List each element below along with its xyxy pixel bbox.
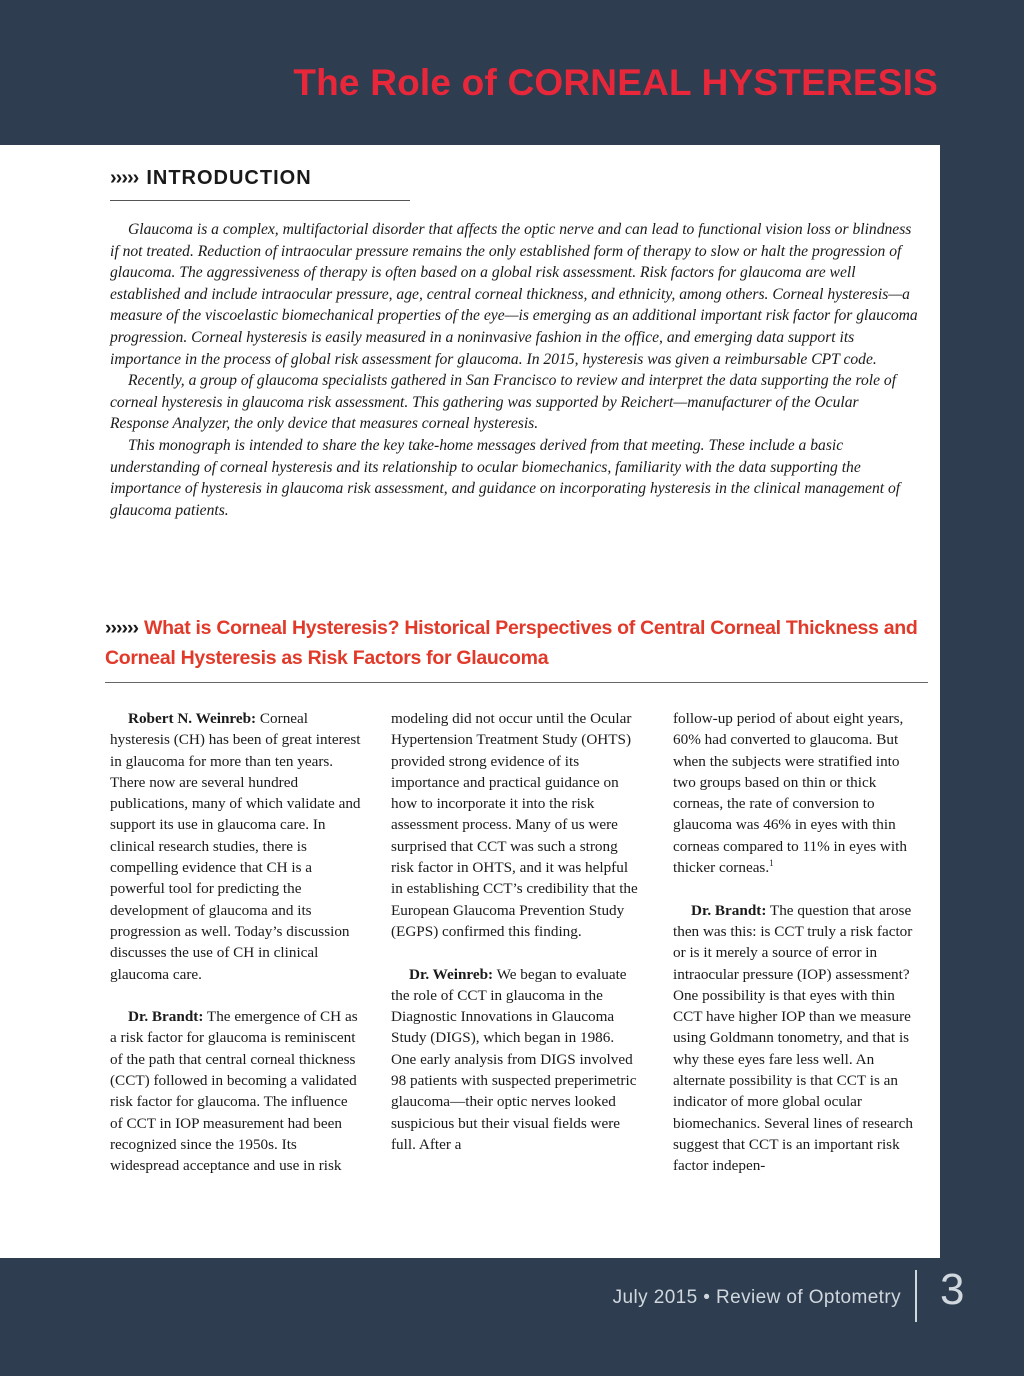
intro-paragraph: Glaucoma is a complex, multifactorial disorder that affects the optic nerve and can lead to functional vision loss or blindness if not treated. Reduction of intraocular pressure remains the only established form of therapy to slow or halt the progression of glaucoma. The aggressiveness of therapy is often based on a global risk assessment. Risk factors for glaucoma are well established and include intraocular pressure, age, central corneal thickness, and ethnicity, among others. Corneal hysteresis—a measure of the viscoelastic biomechanical properties of the eye—is emerging as an additional important risk factor for glaucoma progression. Corneal hysteresis is easily measured in a noninvasive fashion in the office, and emerging data support its importance in the process of global risk assessment for glaucoma. In 2015, hysteresis was given a reimbursable CPT code. <box>110 221 918 368</box>
intro-paragraph: This monograph is intended to share the key take-home messages derived from that meeting. These include a basic understanding of corneal hysteresis and its relationship to ocular biomechanics, familiarity with the data supporting the importance of hysteresis in glaucoma risk assessment, and guidance on incorporating hysteresis in the clinical management of glaucoma patients. <box>110 436 901 519</box>
chevron-icon: ›››››› <box>105 617 138 639</box>
speaker-name: Dr. Weinreb: <box>409 965 494 983</box>
paragraph-text: The question that arose then was this: is CCT truly a risk factor or is it merely a source of error in intraocular pressure (IOP) assessment? One possibility is that eyes with thin CCT have higher IOP than we measure using Goldmann tonometry, and that is why these eyes fare less well. An alternate possibility is that CCT is an indicator of more global ocular biomechanics. Several lines of research suggest that CCT is an important risk factor indepen- <box>673 901 913 1175</box>
section-divider <box>105 682 928 683</box>
footer-divider <box>915 1270 917 1322</box>
column-paragraph <box>673 900 925 1177</box>
intro-paragraph: Recently, a group of glaucoma specialists gathered in San Francisco to review and interpret the data supporting the role of corneal hysteresis in glaucoma risk assessment. This gathering was supported by Reichert—manufacturer of the Ocular Response Analyzer, the only device that measures corneal hysteresis. <box>110 372 897 433</box>
page-title: The Role of CORNEAL HYSTERESIS <box>293 62 938 103</box>
column-paragraph <box>110 1006 362 1176</box>
article-page <box>0 145 940 1258</box>
page-number: 3 <box>940 1265 965 1314</box>
speaker-name: Robert N. Weinreb: <box>128 710 257 727</box>
paragraph-text: We began to evaluate the role of CCT in glaucoma in the Diagnostic Innovations in Glaucoma Study (DIGS), which began in 1986. One early analysis from DIGS involved 98 patients with suspected preperimetric glaucoma—their optic nerves looked suspicious but their visual fields were full. After a <box>391 965 637 1153</box>
issue-info: July 2015 • Review of Optometry <box>612 1287 901 1308</box>
introduction-divider <box>110 200 410 201</box>
footnote-reference: 1 <box>769 858 774 869</box>
introduction-heading <box>110 167 312 190</box>
paragraph-text: modeling did not occur until the Ocular Hypertension Treatment Study (OHTS) provided strong evidence of its importance and practical guidance on how to incorporate it into the risk assessment process. Many of us were surprised that CCT was such a strong risk factor in OHTS, and it was helpful in establishing CCT’s credibility that the European Glaucoma Prevention Study (EGPS) confirmed this finding. <box>391 710 638 940</box>
paragraph-text: The emergence of CH as a risk factor for glaucoma is reminiscent of the path that central corneal thickness (CCT) followed in becoming a validated risk factor for glaucoma. The influence of CCT in IOP measurement had been recognized since the 1950s. Its widespread acceptance and use in risk <box>110 1008 358 1175</box>
chevron-icon: ››››› <box>110 167 139 189</box>
column-paragraph <box>110 708 362 985</box>
section-heading <box>105 613 925 673</box>
column-paragraph <box>673 708 925 878</box>
paragraph-text: follow-up period of about eight years, 60% had converted to glaucoma. But when the subjects were stratified into two groups based on thin or thick corneas, the rate of conversion to glaucoma was 46% in eyes with thin corneas compared to 11% in eyes with thicker corneas. <box>673 710 907 877</box>
section-heading-label: What is Corneal Hysteresis? Historical Perspectives of Central Corneal Thickness and Corneal Hysteresis as Risk Factors for Glaucoma <box>105 617 918 669</box>
column-paragraph <box>391 964 643 1156</box>
speaker-name: Dr. Brandt: <box>128 1008 204 1026</box>
speaker-name: Dr. Brandt: <box>691 901 767 919</box>
introduction-heading-label: INTRODUCTION <box>146 167 312 189</box>
column-paragraph <box>391 708 643 942</box>
text-column-2 <box>391 708 643 1155</box>
paragraph-text: Corneal hysteresis (CH) has been of great interest in glaucoma for more than ten years. There now are several hundred publications, many of which validate and support its use in glaucoma care. In clinical research studies, there is compelling evidence that CH is a powerful tool for predicting the development of glaucoma and its progression as well. Today’s discussion discusses the use of CH in clinical glaucoma care. <box>110 710 361 983</box>
text-column-3 <box>673 708 925 1177</box>
introduction-text <box>110 219 920 521</box>
text-column-1 <box>110 708 362 1177</box>
